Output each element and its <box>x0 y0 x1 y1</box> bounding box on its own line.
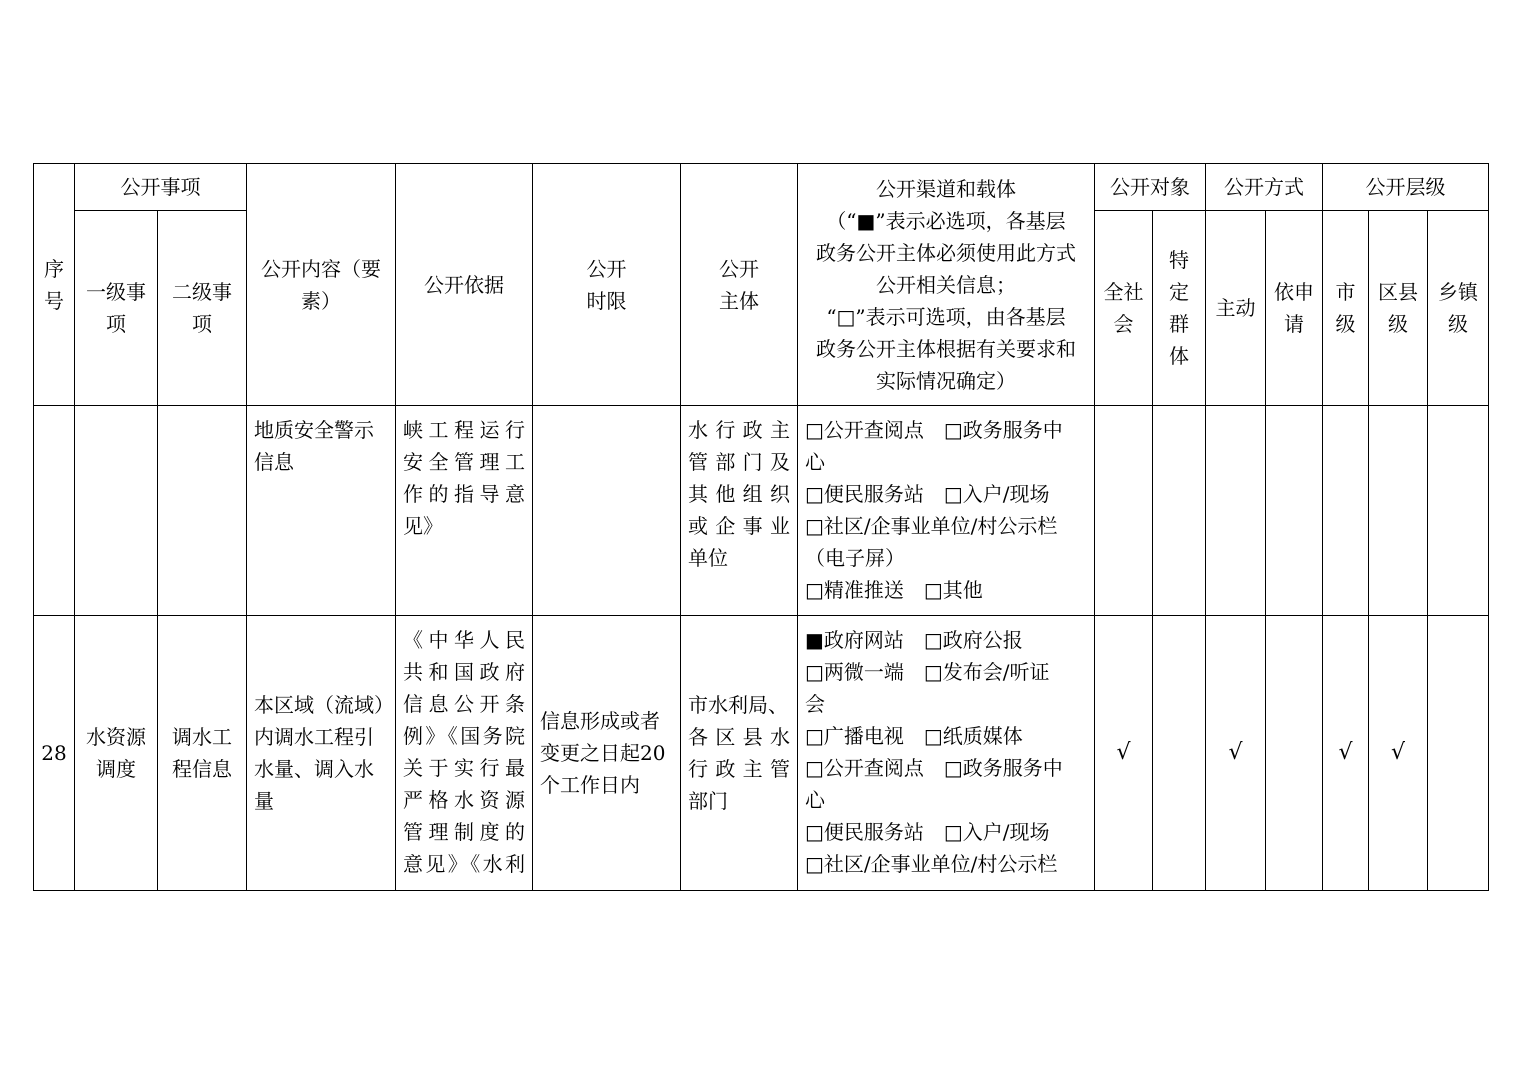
header-level: 公开层级 <box>1323 164 1489 211</box>
header-seq: 序 号 <box>34 164 75 406</box>
cell-basis: 峡工程运行 安全管理工 作的指导意 见》 <box>396 406 533 616</box>
header-level-county: 区县 级 <box>1369 211 1428 406</box>
header-target-all: 全社 会 <box>1095 211 1153 406</box>
header-method-request: 依申 请 <box>1266 211 1323 406</box>
cell-method-request <box>1266 616 1323 891</box>
cell-time: 信息形成或者 变更之日起20 个工作日内 <box>533 616 681 891</box>
cell-method-active: √ <box>1206 616 1266 891</box>
cell-target-all <box>1095 406 1153 616</box>
cell-level1 <box>75 406 158 616</box>
cell-seq <box>34 406 75 616</box>
cell-level-county <box>1369 406 1428 616</box>
cell-subject: 市水利局、 各区县水 行政主管 部门 <box>681 616 798 891</box>
header-method: 公开方式 <box>1206 164 1323 211</box>
cell-subject: 水行政主 管部门及 其他组织 或企事业 单位 <box>681 406 798 616</box>
cell-level-county: √ <box>1369 616 1428 891</box>
header-level1: 一级事 项 <box>75 211 158 406</box>
header-subject: 公开 主体 <box>681 164 798 406</box>
cell-time <box>533 406 681 616</box>
cell-channels: ■政府网站 □政府公报 □两微一端 □发布会/听证 会 □广播电视 □纸质媒体 □公开查阅点 □政务服务中 心 □便民服务站 □入户/现场 □社区/企事业单位/村公示栏 <box>798 616 1095 891</box>
cell-level2 <box>158 406 247 616</box>
cell-level2: 调水工 程信息 <box>158 616 247 891</box>
cell-level-town <box>1428 406 1489 616</box>
table-row <box>34 616 1489 891</box>
cell-level-city <box>1323 406 1369 616</box>
cell-method-request <box>1266 406 1323 616</box>
table-row <box>34 406 1489 616</box>
cell-target-all: √ <box>1095 616 1153 891</box>
header-target: 公开对象 <box>1095 164 1206 211</box>
disclosure-table <box>33 163 1489 891</box>
cell-content: 地质安全警示 信息 <box>247 406 396 616</box>
cell-level-town <box>1428 616 1489 891</box>
cell-content: 本区域（流域） 内调水工程引 水量、调入水 量 <box>247 616 396 891</box>
header-channel: 公开渠道和载体 （“■”表示必选项，各基层 政务公开主体必须使用此方式 公开相关信息； “□”表示可选项，由各基层 政务公开主体根据有关要求和 实际情况确定） <box>798 164 1095 406</box>
cell-basis: 《中华人民 共和国政府 信息公开条 例》《国务院 关于实行最 严格水资源 管理制度的 意见》《水利 <box>396 616 533 891</box>
header-level-town: 乡镇 级 <box>1428 211 1489 406</box>
cell-seq: 28 <box>34 616 75 891</box>
cell-level-city: √ <box>1323 616 1369 891</box>
cell-level1: 水资源 调度 <box>75 616 158 891</box>
header-level2: 二级事 项 <box>158 211 247 406</box>
cell-target-specific <box>1153 616 1206 891</box>
header-row-1 <box>34 164 1489 211</box>
cell-method-active <box>1206 406 1266 616</box>
cell-target-specific <box>1153 406 1206 616</box>
header-public-items: 公开事项 <box>75 164 247 211</box>
header-level-city: 市 级 <box>1323 211 1369 406</box>
header-content: 公开内容（要 素） <box>247 164 396 406</box>
header-time: 公开 时限 <box>533 164 681 406</box>
header-basis: 公开依据 <box>396 164 533 406</box>
header-target-specific: 特 定 群 体 <box>1153 211 1206 406</box>
header-method-active: 主动 <box>1206 211 1266 406</box>
cell-channels: □公开查阅点 □政务服务中 心 □便民服务站 □入户/现场 □社区/企事业单位/村公示栏 （电子屏） □精准推送 □其他 <box>798 406 1095 616</box>
